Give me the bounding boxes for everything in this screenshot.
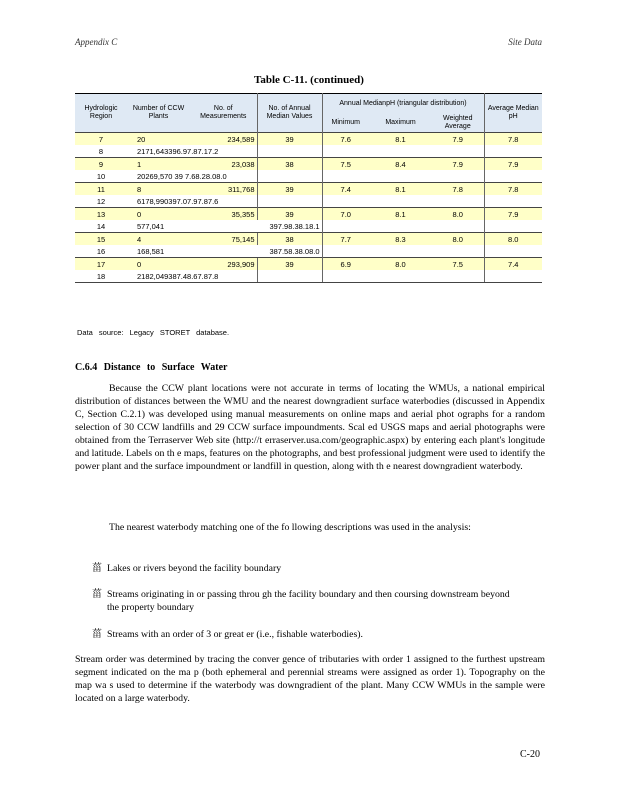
cell-region: 7 [75, 133, 127, 146]
table-row [75, 133, 542, 146]
section-heading: C.6.4 Distance to Surface Water [75, 362, 228, 373]
cell-average [484, 270, 542, 283]
cell-weighted-average: 7.9 [432, 158, 484, 171]
cell-maximum [369, 245, 432, 258]
cell-plants: 0 [127, 208, 190, 221]
cell-minimum: 7.7 [322, 233, 369, 246]
paragraph: Because the CCW plant locations were not accurate in terms of locating the WMUs, a national empirical distribution of distances between the WMU and the nearest downgradient surface waterbodies (discussed in Appendix C, Section C.2.1) was developed using manual measurements on online maps and aerial phot ographs for a random selection of 30 CCW landfills and 29 CCW surface impoundments. Scal ed USGS maps and aerial photographs were obtained from the Terraserver Web site (http://t erraserver.usa.com/geographic.aspx) by entering each plant's longitude and latitude. Labels on th e maps, features on the photographs, and best professional judgment were used to identify the power plant and the surface impoundment or landfill in question, along with th e nearest downgradient waterbody. [75, 383, 545, 472]
cell-region: 17 [75, 258, 127, 271]
bullet-glyph-icon: 菑 [92, 589, 102, 600]
cell-weighted-average: 8.0 [432, 233, 484, 246]
data-source-note: Data source: Legacy STORET database. [77, 328, 230, 337]
header-hydrologic-region: Hydrologic Region [75, 94, 127, 133]
cell-values [257, 145, 322, 158]
cell-average [484, 195, 542, 208]
bullet-text: Streams originating in or passing throu gh the facility boundary and then coursing downstream beyond the property boundary [107, 589, 510, 613]
cell-plants: 20 [127, 133, 190, 146]
table-row [75, 270, 542, 283]
cell-measurements: 311,768 [190, 183, 257, 196]
cell-measurements: 387.58.38.08.0 [190, 245, 322, 258]
header-minimum: Minimum [322, 114, 369, 133]
cell-maximum [369, 145, 432, 158]
bullet-text: Streams with an order of 3 or great er (i.e., fishable waterbodies). [107, 629, 363, 640]
table-title: Table C-11. (continued) [254, 74, 364, 86]
cell-minimum: 7.4 [322, 183, 369, 196]
ph-data-table [75, 93, 542, 283]
table-row [75, 145, 542, 158]
cell-values: 39 [257, 258, 322, 271]
cell-average: 7.8 [484, 183, 542, 196]
cell-plants: 1 [127, 158, 190, 171]
cell-minimum: 7.0 [322, 208, 369, 221]
cell-plants: 2171,643396.97.87.17.2 [127, 145, 257, 158]
cell-region: 9 [75, 158, 127, 171]
cell-plants: 4 [127, 233, 190, 246]
cell-measurements: 35,355 [190, 208, 257, 221]
cell-values [257, 195, 322, 208]
cell-maximum: 8.4 [369, 158, 432, 171]
cell-average: 8.0 [484, 233, 542, 246]
cell-values [257, 170, 322, 183]
header-number-of-ccw-plants: Number of CCW Plants [127, 94, 190, 133]
table-row [75, 158, 542, 171]
cell-maximum [369, 270, 432, 283]
page-number: C-20 [520, 749, 540, 760]
cell-minimum [322, 145, 369, 158]
cell-measurements: 397.98.38.18.1 [190, 220, 322, 233]
header-no-of-measurements: No. of Measurements [190, 94, 257, 133]
cell-plants: 0 [127, 258, 190, 271]
cell-values: 39 [257, 133, 322, 146]
bullet-item [92, 588, 522, 614]
cell-weighted-average: 7.5 [432, 258, 484, 271]
cell-average [484, 170, 542, 183]
cell-weighted-average [432, 195, 484, 208]
cell-region: 8 [75, 145, 127, 158]
cell-region: 13 [75, 208, 127, 221]
cell-plants: 168,581 [127, 245, 190, 258]
cell-measurements: 23,038 [190, 158, 257, 171]
table-body [75, 133, 542, 283]
table-row [75, 245, 542, 258]
header-no-of-annual-median-values: No. of Annual Median Values [257, 94, 322, 133]
cell-minimum [322, 220, 369, 233]
cell-plants: 6178,990397.07.97.87.6 [127, 195, 257, 208]
cell-region: 14 [75, 220, 127, 233]
table-row [75, 195, 542, 208]
paragraph: The nearest waterbody matching one of the fo llowing descriptions was used in the analysis: [109, 522, 471, 533]
cell-values: 39 [257, 208, 322, 221]
cell-values: 38 [257, 158, 322, 171]
cell-minimum [322, 270, 369, 283]
running-header-left: Appendix C [75, 37, 118, 47]
header-maximum: Maximum [369, 114, 432, 133]
header-weighted-average: Weighted Average [432, 114, 484, 133]
cell-weighted-average [432, 270, 484, 283]
cell-maximum: 8.1 [369, 183, 432, 196]
cell-measurements: 75,145 [190, 233, 257, 246]
cell-values: 39 [257, 183, 322, 196]
cell-weighted-average: 7.9 [432, 133, 484, 146]
cell-weighted-average: 8.0 [432, 208, 484, 221]
cell-weighted-average: 7.8 [432, 183, 484, 196]
cell-region: 10 [75, 170, 127, 183]
cell-measurements: 234,589 [190, 133, 257, 146]
cell-weighted-average [432, 170, 484, 183]
table-row [75, 208, 542, 221]
cell-maximum [369, 195, 432, 208]
cell-region: 18 [75, 270, 127, 283]
bullet-glyph-icon: 菑 [92, 563, 102, 574]
cell-weighted-average [432, 220, 484, 233]
cell-values: 38 [257, 233, 322, 246]
cell-weighted-average [432, 245, 484, 258]
cell-plants: 577,041 [127, 220, 190, 233]
cell-maximum: 8.3 [369, 233, 432, 246]
cell-average: 7.8 [484, 133, 542, 146]
table-row [75, 183, 542, 196]
table-row [75, 220, 542, 233]
cell-average [484, 245, 542, 258]
cell-plants: 20269,570 39 7.68.28.08.0 [127, 170, 257, 183]
table-row [75, 233, 542, 246]
bullet-text: Lakes or rivers beyond the facility boundary [107, 563, 282, 574]
header-average-median-ph: Average Median pH [484, 94, 542, 133]
bullet-item [92, 628, 522, 641]
bullet-glyph-icon: 菑 [92, 629, 102, 640]
bullet-item [92, 562, 522, 575]
cell-minimum: 6.9 [322, 258, 369, 271]
cell-average: 7.9 [484, 208, 542, 221]
cell-average [484, 145, 542, 158]
cell-minimum [322, 245, 369, 258]
cell-region: 12 [75, 195, 127, 208]
running-header-right: Site Data [508, 37, 542, 47]
cell-plants: 8 [127, 183, 190, 196]
cell-region: 15 [75, 233, 127, 246]
paragraph: Stream order was determined by tracing the conver gence of tributaries with order 1 assigned to the furthest upstream segment indicated on the ma p (both ephemeral and perennial streams were assigned as order 1). Topography on the map wa s used to determine if the waterbody was downgradient of the plant. Many CCW WMUs in the sample were located on a large waterbody. [75, 654, 545, 704]
cell-minimum: 7.5 [322, 158, 369, 171]
cell-maximum [369, 170, 432, 183]
cell-average: 7.9 [484, 158, 542, 171]
cell-average: 7.4 [484, 258, 542, 271]
cell-average [484, 220, 542, 233]
cell-maximum: 8.1 [369, 133, 432, 146]
table-row [75, 258, 542, 271]
cell-weighted-average [432, 145, 484, 158]
header-annual-median-ph: Annual MedianpH (triangular distribution) [322, 94, 484, 115]
cell-measurements: 293,909 [190, 258, 257, 271]
cell-values [257, 270, 322, 283]
cell-region: 11 [75, 183, 127, 196]
cell-minimum: 7.6 [322, 133, 369, 146]
cell-minimum [322, 170, 369, 183]
cell-maximum: 8.0 [369, 258, 432, 271]
cell-region: 16 [75, 245, 127, 258]
cell-maximum [369, 220, 432, 233]
table-row [75, 170, 542, 183]
cell-minimum [322, 195, 369, 208]
cell-plants: 2182,049387.48.67.87.8 [127, 270, 257, 283]
cell-maximum: 8.1 [369, 208, 432, 221]
